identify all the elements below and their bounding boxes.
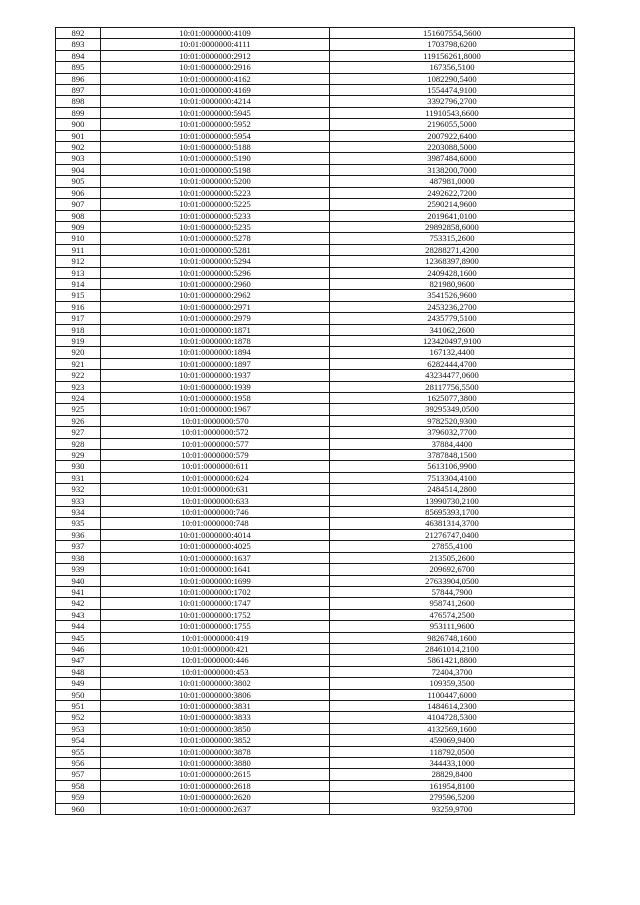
cadastral-number-cell: 10:01:0000000:3802	[101, 678, 330, 689]
table-row	[56, 130, 575, 141]
table-row	[56, 210, 575, 221]
row-number-cell: 894	[56, 50, 101, 61]
value-cell: 46381314,3700	[330, 518, 575, 529]
value-cell: 161954,8100	[330, 780, 575, 791]
table-row	[56, 301, 575, 312]
cadastral-number-cell: 10:01:0000000:5223	[101, 187, 330, 198]
cadastral-number-cell: 10:01:0000000:5945	[101, 107, 330, 118]
value-cell: 2409428,1600	[330, 267, 575, 278]
cadastral-number-cell: 10:01:0000000:5296	[101, 267, 330, 278]
value-cell: 1625077,3800	[330, 393, 575, 404]
cadastral-number-cell: 10:01:0000000:4014	[101, 529, 330, 540]
value-cell: 27855,4100	[330, 541, 575, 552]
table-row	[56, 529, 575, 540]
row-number-cell: 953	[56, 723, 101, 734]
value-cell: 3787848,1500	[330, 450, 575, 461]
value-cell: 29892858,6000	[330, 221, 575, 232]
table-row	[56, 427, 575, 438]
row-number-cell: 951	[56, 700, 101, 711]
table-row	[56, 290, 575, 301]
row-number-cell: 945	[56, 632, 101, 643]
value-cell: 1484614,2300	[330, 700, 575, 711]
row-number-cell: 905	[56, 176, 101, 187]
table-row	[56, 176, 575, 187]
table-row	[56, 609, 575, 620]
value-cell: 753315,2600	[330, 233, 575, 244]
value-cell: 958741,2600	[330, 598, 575, 609]
value-cell: 39295349,0500	[330, 404, 575, 415]
cadastral-number-cell: 10:01:0000000:577	[101, 438, 330, 449]
value-cell: 72404,3700	[330, 666, 575, 677]
row-number-cell: 927	[56, 427, 101, 438]
row-number-cell: 897	[56, 85, 101, 96]
table-row	[56, 586, 575, 597]
value-cell: 119156261,8000	[330, 50, 575, 61]
table-row	[56, 518, 575, 529]
value-cell: 7513304,4100	[330, 472, 575, 483]
value-cell: 37884,4400	[330, 438, 575, 449]
cadastral-number-cell: 10:01:0000000:5225	[101, 199, 330, 210]
table-row	[56, 507, 575, 518]
row-number-cell: 944	[56, 621, 101, 632]
table-row	[56, 643, 575, 654]
cadastral-number-cell: 10:01:0000000:5200	[101, 176, 330, 187]
value-cell: 1100447,6000	[330, 689, 575, 700]
cadastral-number-cell: 10:01:0000000:1637	[101, 552, 330, 563]
row-number-cell: 960	[56, 803, 101, 814]
value-cell: 953111,9600	[330, 621, 575, 632]
row-number-cell: 952	[56, 712, 101, 723]
cadastral-number-cell: 10:01:0000000:3878	[101, 746, 330, 757]
row-number-cell: 903	[56, 153, 101, 164]
value-cell: 2435779,5100	[330, 313, 575, 324]
value-cell: 4132569,1600	[330, 723, 575, 734]
cadastral-number-cell: 10:01:0000000:2960	[101, 278, 330, 289]
table-row	[56, 393, 575, 404]
row-number-cell: 922	[56, 370, 101, 381]
row-number-cell: 908	[56, 210, 101, 221]
cadastral-number-cell: 10:01:0000000:4109	[101, 28, 330, 39]
value-cell: 3987484,6000	[330, 153, 575, 164]
value-cell: 28461014,2100	[330, 643, 575, 654]
table-row	[56, 769, 575, 780]
table-row	[56, 723, 575, 734]
value-cell: 344433,1000	[330, 758, 575, 769]
table-row	[56, 404, 575, 415]
cadastral-number-cell: 10:01:0000000:4111	[101, 39, 330, 50]
value-cell: 821980,9600	[330, 278, 575, 289]
value-cell: 57844,7900	[330, 586, 575, 597]
cadastral-number-cell: 10:01:0000000:2620	[101, 792, 330, 803]
cadastral-number-cell: 10:01:0000000:453	[101, 666, 330, 677]
cadastral-number-cell: 10:01:0000000:746	[101, 507, 330, 518]
cadastral-number-cell: 10:01:0000000:4214	[101, 96, 330, 107]
row-number-cell: 909	[56, 221, 101, 232]
cadastral-number-cell: 10:01:0000000:3831	[101, 700, 330, 711]
table-row	[56, 598, 575, 609]
value-cell: 21276747,0400	[330, 529, 575, 540]
table-row	[56, 164, 575, 175]
table-row	[56, 73, 575, 84]
table-row	[56, 450, 575, 461]
table-row	[56, 666, 575, 677]
table-row	[56, 370, 575, 381]
table-row	[56, 324, 575, 335]
table-row	[56, 96, 575, 107]
cadastral-number-cell: 10:01:0000000:3806	[101, 689, 330, 700]
cadastral-number-cell: 10:01:0000000:2637	[101, 803, 330, 814]
value-cell: 11910543,6600	[330, 107, 575, 118]
table-row	[56, 39, 575, 50]
value-cell: 209692,6700	[330, 564, 575, 575]
row-number-cell: 941	[56, 586, 101, 597]
cadastral-number-cell: 10:01:0000000:5281	[101, 244, 330, 255]
table-row	[56, 803, 575, 814]
value-cell: 5861421,8800	[330, 655, 575, 666]
value-cell: 1082290,5400	[330, 73, 575, 84]
row-number-cell: 904	[56, 164, 101, 175]
table-row	[56, 700, 575, 711]
cadastral-number-cell: 10:01:0000000:5233	[101, 210, 330, 221]
cadastral-number-cell: 10:01:0000000:5198	[101, 164, 330, 175]
row-number-cell: 912	[56, 256, 101, 267]
row-number-cell: 930	[56, 461, 101, 472]
cadastral-number-cell: 10:01:0000000:1897	[101, 358, 330, 369]
row-number-cell: 934	[56, 507, 101, 518]
cadastral-number-cell: 10:01:0000000:1702	[101, 586, 330, 597]
cadastral-number-cell: 10:01:0000000:1747	[101, 598, 330, 609]
cadastral-number-cell: 10:01:0000000:1752	[101, 609, 330, 620]
row-number-cell: 924	[56, 393, 101, 404]
cadastral-number-cell: 10:01:0000000:4162	[101, 73, 330, 84]
row-number-cell: 958	[56, 780, 101, 791]
table-row	[56, 564, 575, 575]
row-number-cell: 921	[56, 358, 101, 369]
value-cell: 3541526,9600	[330, 290, 575, 301]
cadastral-number-cell: 10:01:0000000:446	[101, 655, 330, 666]
cadastral-number-cell: 10:01:0000000:1878	[101, 335, 330, 346]
row-number-cell: 926	[56, 415, 101, 426]
cadastral-number-cell: 10:01:0000000:5952	[101, 119, 330, 130]
row-number-cell: 933	[56, 495, 101, 506]
cadastral-number-cell: 10:01:0000000:5294	[101, 256, 330, 267]
cadastral-number-cell: 10:01:0000000:1939	[101, 381, 330, 392]
value-cell: 118792,0500	[330, 746, 575, 757]
cadastral-number-cell: 10:01:0000000:748	[101, 518, 330, 529]
value-cell: 2590214,9600	[330, 199, 575, 210]
cadastral-number-cell: 10:01:0000000:5954	[101, 130, 330, 141]
value-cell: 2453236,2700	[330, 301, 575, 312]
row-number-cell: 959	[56, 792, 101, 803]
table-row	[56, 472, 575, 483]
table-row	[56, 335, 575, 346]
value-cell: 123420497,9100	[330, 335, 575, 346]
row-number-cell: 950	[56, 689, 101, 700]
table-row	[56, 244, 575, 255]
row-number-cell: 892	[56, 28, 101, 39]
row-number-cell: 915	[56, 290, 101, 301]
cadastral-number-cell: 10:01:0000000:624	[101, 472, 330, 483]
cadastral-number-cell: 10:01:0000000:570	[101, 415, 330, 426]
row-number-cell: 907	[56, 199, 101, 210]
table-row	[56, 313, 575, 324]
cadastral-number-cell: 10:01:0000000:1699	[101, 575, 330, 586]
row-number-cell: 906	[56, 187, 101, 198]
cadastral-number-cell: 10:01:0000000:5188	[101, 142, 330, 153]
value-cell: 85695393,1700	[330, 507, 575, 518]
row-number-cell: 938	[56, 552, 101, 563]
cadastral-number-cell: 10:01:0000000:5278	[101, 233, 330, 244]
cadastral-number-cell: 10:01:0000000:1894	[101, 347, 330, 358]
value-cell: 476574,2500	[330, 609, 575, 620]
table-row	[56, 712, 575, 723]
cadastral-number-cell: 10:01:0000000:1967	[101, 404, 330, 415]
row-number-cell: 939	[56, 564, 101, 575]
cadastral-number-cell: 10:01:0000000:5190	[101, 153, 330, 164]
table-body	[56, 28, 575, 815]
table-row	[56, 107, 575, 118]
cadastral-number-cell: 10:01:0000000:2912	[101, 50, 330, 61]
cadastral-number-cell: 10:01:0000000:3850	[101, 723, 330, 734]
value-cell: 459069,9400	[330, 735, 575, 746]
value-cell: 1703798,6200	[330, 39, 575, 50]
table-row	[56, 758, 575, 769]
table-row	[56, 199, 575, 210]
table-row	[56, 746, 575, 757]
row-number-cell: 940	[56, 575, 101, 586]
row-number-cell: 901	[56, 130, 101, 141]
row-number-cell: 902	[56, 142, 101, 153]
table-row	[56, 655, 575, 666]
value-cell: 2007922,6400	[330, 130, 575, 141]
row-number-cell: 937	[56, 541, 101, 552]
value-cell: 2019641,0100	[330, 210, 575, 221]
cadastral-number-cell: 10:01:0000000:579	[101, 450, 330, 461]
cadastral-number-cell: 10:01:0000000:2916	[101, 62, 330, 73]
value-cell: 3796032,7700	[330, 427, 575, 438]
cadastral-number-cell: 10:01:0000000:421	[101, 643, 330, 654]
row-number-cell: 928	[56, 438, 101, 449]
cadastral-value-table	[55, 27, 575, 815]
value-cell: 5613106,9900	[330, 461, 575, 472]
value-cell: 9782520,9300	[330, 415, 575, 426]
row-number-cell: 895	[56, 62, 101, 73]
value-cell: 341062,2600	[330, 324, 575, 335]
value-cell: 4104728,5300	[330, 712, 575, 723]
row-number-cell: 893	[56, 39, 101, 50]
row-number-cell: 916	[56, 301, 101, 312]
value-cell: 43234477,0600	[330, 370, 575, 381]
value-cell: 13990730,2100	[330, 495, 575, 506]
value-cell: 27633904,0500	[330, 575, 575, 586]
cadastral-number-cell: 10:01:0000000:2971	[101, 301, 330, 312]
cadastral-number-cell: 10:01:0000000:3880	[101, 758, 330, 769]
cadastral-number-cell: 10:01:0000000:2979	[101, 313, 330, 324]
row-number-cell: 931	[56, 472, 101, 483]
row-number-cell: 929	[56, 450, 101, 461]
cadastral-number-cell: 10:01:0000000:5235	[101, 221, 330, 232]
row-number-cell: 910	[56, 233, 101, 244]
row-number-cell: 957	[56, 769, 101, 780]
cadastral-number-cell: 10:01:0000000:1755	[101, 621, 330, 632]
row-number-cell: 949	[56, 678, 101, 689]
value-cell: 1554474,9100	[330, 85, 575, 96]
value-cell: 12368397,8900	[330, 256, 575, 267]
row-number-cell: 925	[56, 404, 101, 415]
table-row	[56, 632, 575, 643]
row-number-cell: 914	[56, 278, 101, 289]
row-number-cell: 942	[56, 598, 101, 609]
value-cell: 167132,4400	[330, 347, 575, 358]
table-row	[56, 792, 575, 803]
table-row	[56, 153, 575, 164]
value-cell: 2484514,2800	[330, 484, 575, 495]
cadastral-number-cell: 10:01:0000000:2618	[101, 780, 330, 791]
row-number-cell: 954	[56, 735, 101, 746]
cadastral-number-cell: 10:01:0000000:572	[101, 427, 330, 438]
table-row	[56, 484, 575, 495]
row-number-cell: 955	[56, 746, 101, 757]
cadastral-number-cell: 10:01:0000000:1937	[101, 370, 330, 381]
row-number-cell: 913	[56, 267, 101, 278]
value-cell: 167356,5100	[330, 62, 575, 73]
value-cell: 6282444,4700	[330, 358, 575, 369]
value-cell: 93259,9700	[330, 803, 575, 814]
cadastral-number-cell: 10:01:0000000:4025	[101, 541, 330, 552]
table-row	[56, 347, 575, 358]
value-cell: 9826748,1600	[330, 632, 575, 643]
value-cell: 3138200,7000	[330, 164, 575, 175]
cadastral-number-cell: 10:01:0000000:4169	[101, 85, 330, 96]
row-number-cell: 935	[56, 518, 101, 529]
table-row	[56, 62, 575, 73]
cadastral-number-cell: 10:01:0000000:3833	[101, 712, 330, 723]
row-number-cell: 900	[56, 119, 101, 130]
value-cell: 151607554,5600	[330, 28, 575, 39]
table-row	[56, 541, 575, 552]
table-row	[56, 233, 575, 244]
row-number-cell: 917	[56, 313, 101, 324]
row-number-cell: 920	[56, 347, 101, 358]
table-row	[56, 461, 575, 472]
table-row	[56, 256, 575, 267]
table-row	[56, 119, 575, 130]
row-number-cell: 943	[56, 609, 101, 620]
value-cell: 3392796,2700	[330, 96, 575, 107]
table-row	[56, 495, 575, 506]
table-row	[56, 678, 575, 689]
cadastral-number-cell: 10:01:0000000:611	[101, 461, 330, 472]
row-number-cell: 956	[56, 758, 101, 769]
row-number-cell: 946	[56, 643, 101, 654]
cadastral-number-cell: 10:01:0000000:631	[101, 484, 330, 495]
row-number-cell: 948	[56, 666, 101, 677]
value-cell: 279596,5200	[330, 792, 575, 803]
table-row	[56, 85, 575, 96]
row-number-cell: 918	[56, 324, 101, 335]
table-row	[56, 142, 575, 153]
row-number-cell: 919	[56, 335, 101, 346]
cadastral-number-cell: 10:01:0000000:419	[101, 632, 330, 643]
table-row	[56, 381, 575, 392]
row-number-cell: 923	[56, 381, 101, 392]
value-cell: 28117756,5500	[330, 381, 575, 392]
table-row	[56, 267, 575, 278]
value-cell: 28288271,4200	[330, 244, 575, 255]
table-row	[56, 187, 575, 198]
cadastral-number-cell: 10:01:0000000:3852	[101, 735, 330, 746]
cadastral-number-cell: 10:01:0000000:2615	[101, 769, 330, 780]
table-row	[56, 575, 575, 586]
value-cell: 2492622,7200	[330, 187, 575, 198]
table-row	[56, 415, 575, 426]
value-cell: 109359,3500	[330, 678, 575, 689]
value-cell: 2196055,5000	[330, 119, 575, 130]
cadastral-number-cell: 10:01:0000000:2962	[101, 290, 330, 301]
cadastral-number-cell: 10:01:0000000:1958	[101, 393, 330, 404]
value-cell: 28829,8400	[330, 769, 575, 780]
table-row	[56, 50, 575, 61]
table-row	[56, 621, 575, 632]
value-cell: 2203088,5000	[330, 142, 575, 153]
table-row	[56, 780, 575, 791]
row-number-cell: 896	[56, 73, 101, 84]
row-number-cell: 932	[56, 484, 101, 495]
table-row	[56, 28, 575, 39]
cadastral-number-cell: 10:01:0000000:1641	[101, 564, 330, 575]
table-row	[56, 438, 575, 449]
row-number-cell: 911	[56, 244, 101, 255]
row-number-cell: 899	[56, 107, 101, 118]
row-number-cell: 947	[56, 655, 101, 666]
cadastral-number-cell: 10:01:0000000:1871	[101, 324, 330, 335]
table-row	[56, 278, 575, 289]
table-row	[56, 552, 575, 563]
table-row	[56, 689, 575, 700]
value-cell: 487981,0000	[330, 176, 575, 187]
row-number-cell: 936	[56, 529, 101, 540]
table-row	[56, 221, 575, 232]
cadastral-number-cell: 10:01:0000000:633	[101, 495, 330, 506]
row-number-cell: 898	[56, 96, 101, 107]
table-row	[56, 735, 575, 746]
value-cell: 213505,2600	[330, 552, 575, 563]
table-row	[56, 358, 575, 369]
